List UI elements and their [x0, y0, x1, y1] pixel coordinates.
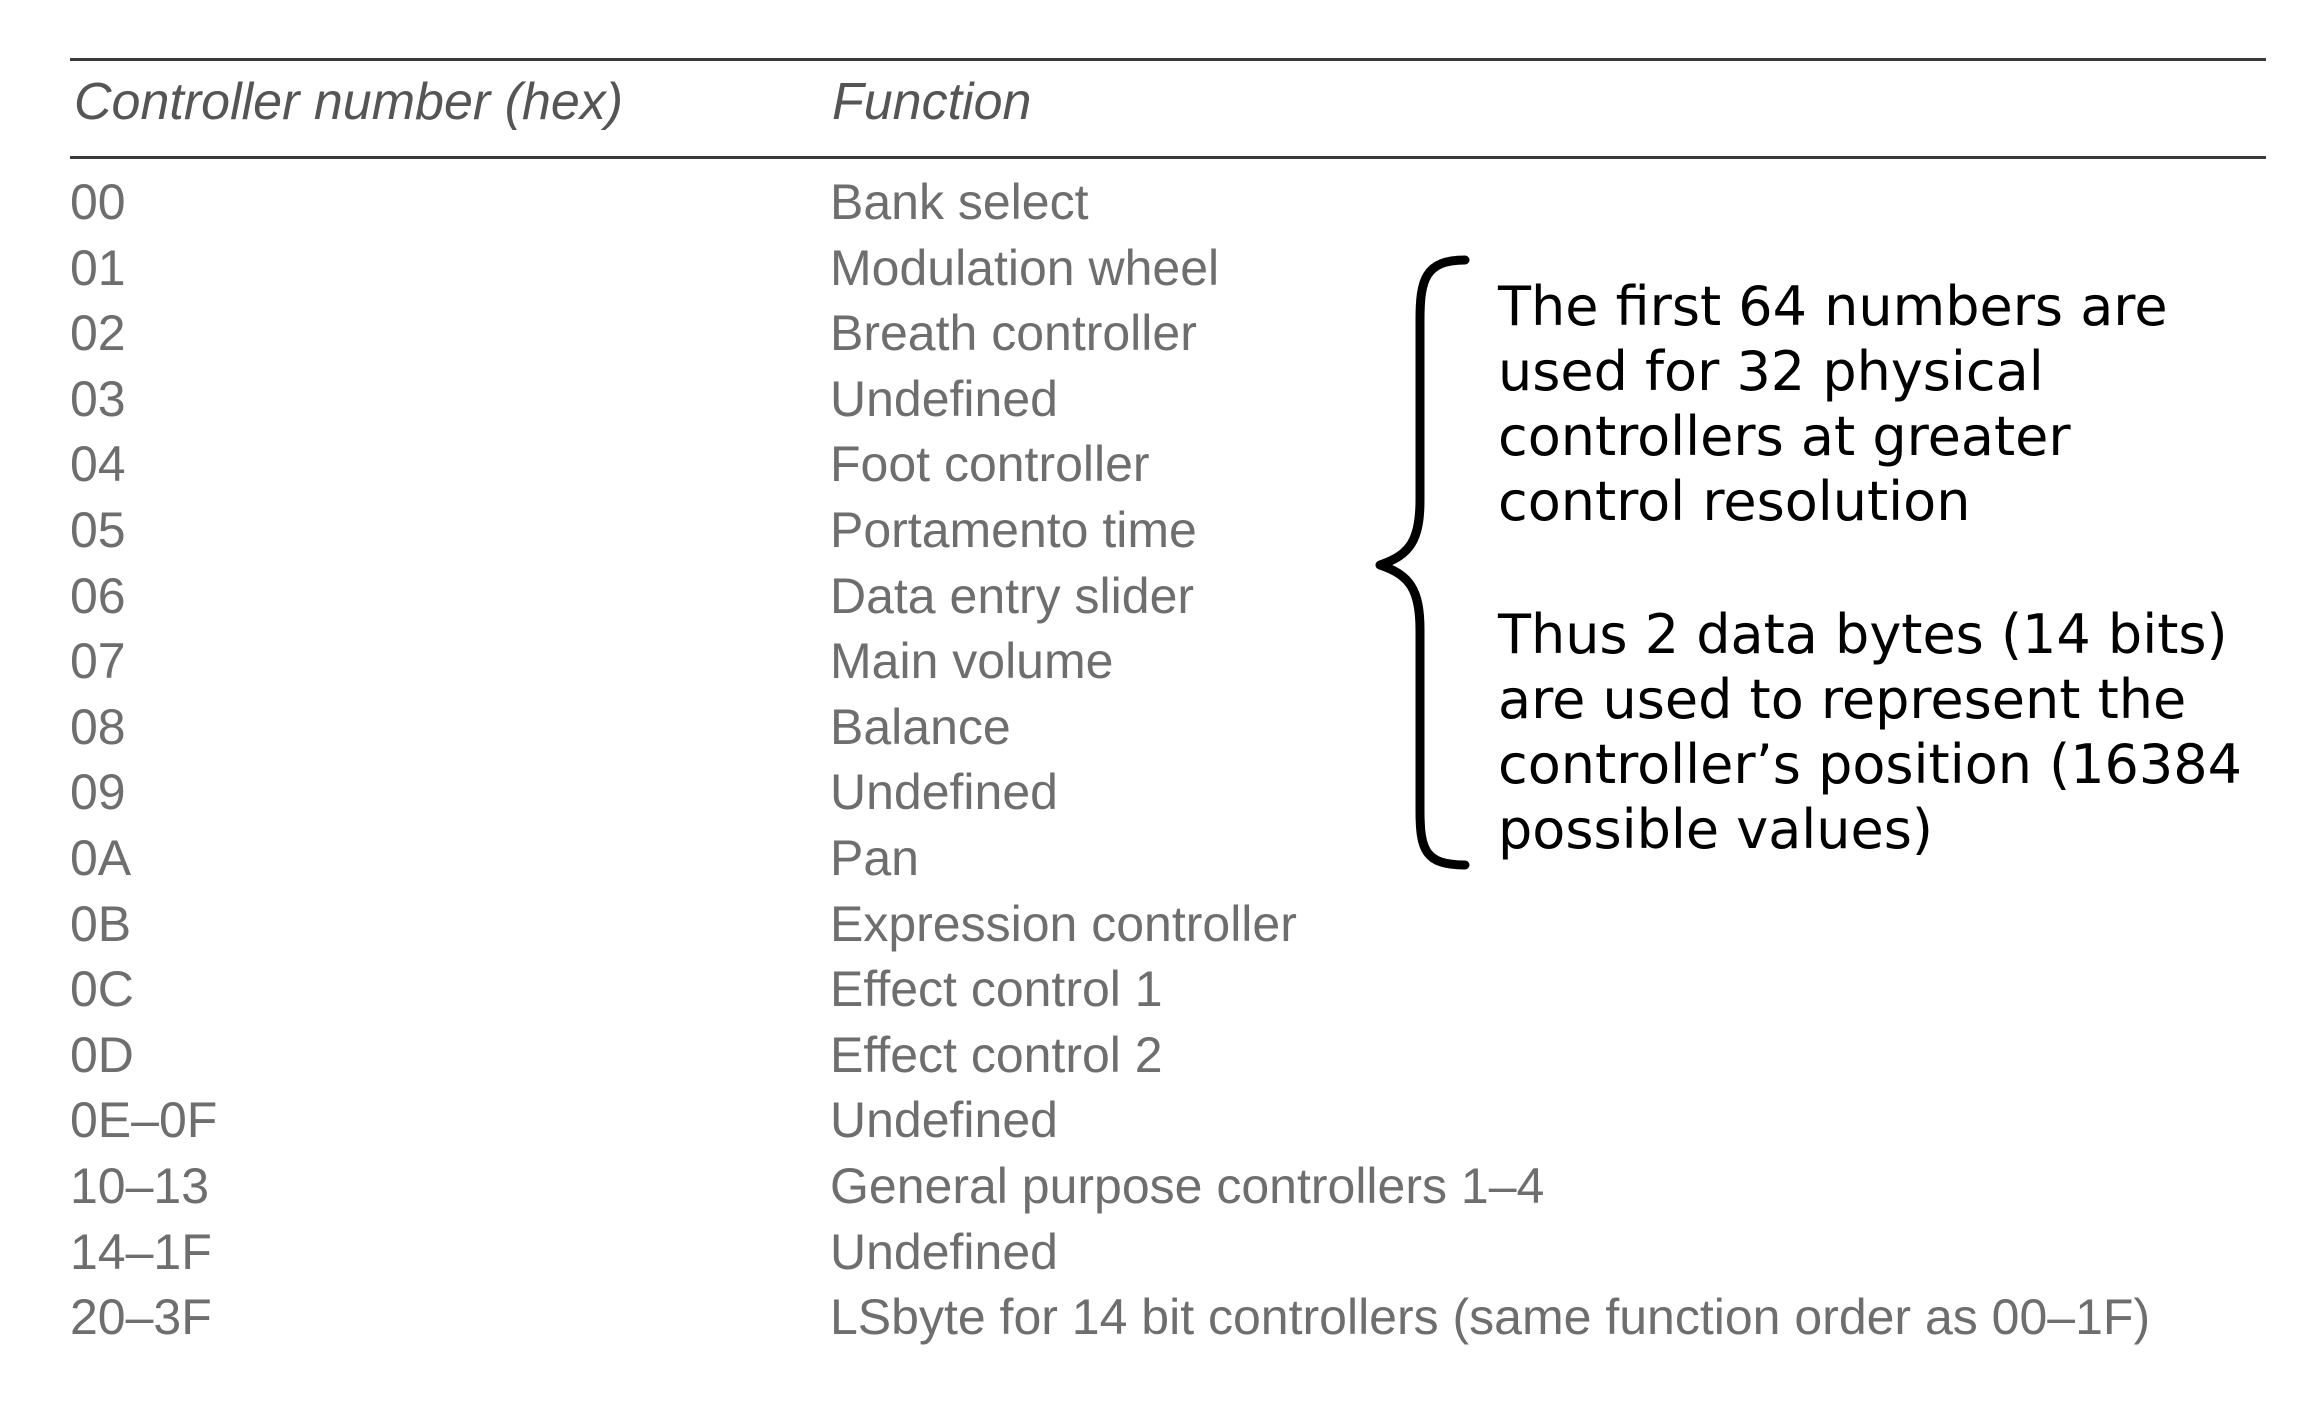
- controller-number-cell: 0E–0F: [70, 1092, 218, 1149]
- table-row: [0, 1025, 2316, 1091]
- controller-number-cell: 0A: [70, 829, 132, 886]
- column-header-function: Function: [832, 73, 1032, 131]
- function-cell: Breath controller: [830, 305, 1197, 362]
- table-row: [0, 894, 2316, 960]
- controller-number-cell: 02: [70, 305, 126, 362]
- function-cell: Portamento time: [830, 501, 1197, 558]
- controller-number-cell: 09: [70, 764, 126, 821]
- controller-number-cell: 10–13: [70, 1157, 210, 1214]
- table-row: [0, 959, 2316, 1025]
- controller-number-cell: 07: [70, 633, 126, 690]
- function-cell: Effect control 2: [830, 1026, 1163, 1083]
- function-cell: Data entry slider: [830, 567, 1195, 624]
- function-cell: Effect control 1: [830, 961, 1163, 1018]
- table-row: [0, 1156, 2316, 1222]
- controller-number-cell: 0D: [70, 1026, 134, 1083]
- table-row: [0, 1287, 2316, 1353]
- controller-number-cell: 01: [70, 239, 126, 296]
- curly-brace-icon: [1370, 250, 1490, 870]
- function-cell: Pan: [830, 829, 919, 886]
- column-header-controller-number: Controller number (hex): [74, 73, 624, 131]
- controller-number-cell: 20–3F: [70, 1289, 212, 1346]
- function-cell: Foot controller: [830, 436, 1150, 493]
- controller-number-cell: 06: [70, 567, 126, 624]
- function-cell: Bank select: [830, 174, 1089, 230]
- controller-number-cell: 05: [70, 501, 126, 558]
- function-cell: Modulation wheel: [830, 239, 1220, 296]
- table-top-rule: [70, 58, 2266, 61]
- table-row: [0, 172, 2316, 238]
- function-cell: Main volume: [830, 633, 1114, 690]
- controller-number-cell: 00: [70, 174, 126, 230]
- function-cell: General purpose controllers 1–4: [830, 1157, 1545, 1214]
- controller-number-cell: 03: [70, 370, 126, 427]
- function-cell: Undefined: [830, 1092, 1058, 1149]
- controller-number-cell: 14–1F: [70, 1223, 212, 1280]
- table-row: [0, 1090, 2316, 1156]
- function-cell: Undefined: [830, 370, 1058, 427]
- controller-number-cell: 08: [70, 698, 126, 755]
- function-cell: Undefined: [830, 1223, 1058, 1280]
- table-header-rule: [70, 156, 2266, 159]
- function-cell: Balance: [830, 698, 1011, 755]
- function-cell: Expression controller: [830, 895, 1297, 952]
- controller-number-cell: 04: [70, 436, 126, 493]
- annotation-paragraph-1: The first 64 numbers are used for 32 physical controllers at greater control resolution: [1498, 275, 2168, 533]
- controller-number-cell: 0B: [70, 895, 132, 952]
- controller-number-cell: 0C: [70, 961, 134, 1018]
- function-cell: Undefined: [830, 764, 1058, 821]
- annotation: [1370, 250, 2270, 870]
- table-row: [0, 1222, 2316, 1288]
- function-cell: LSbyte for 14 bit controllers (same function order as 00–1F): [830, 1289, 2151, 1346]
- annotation-paragraph-2: Thus 2 data bytes (14 bits) are used to represent the controller’s position (16384 possible values): [1498, 603, 2242, 861]
